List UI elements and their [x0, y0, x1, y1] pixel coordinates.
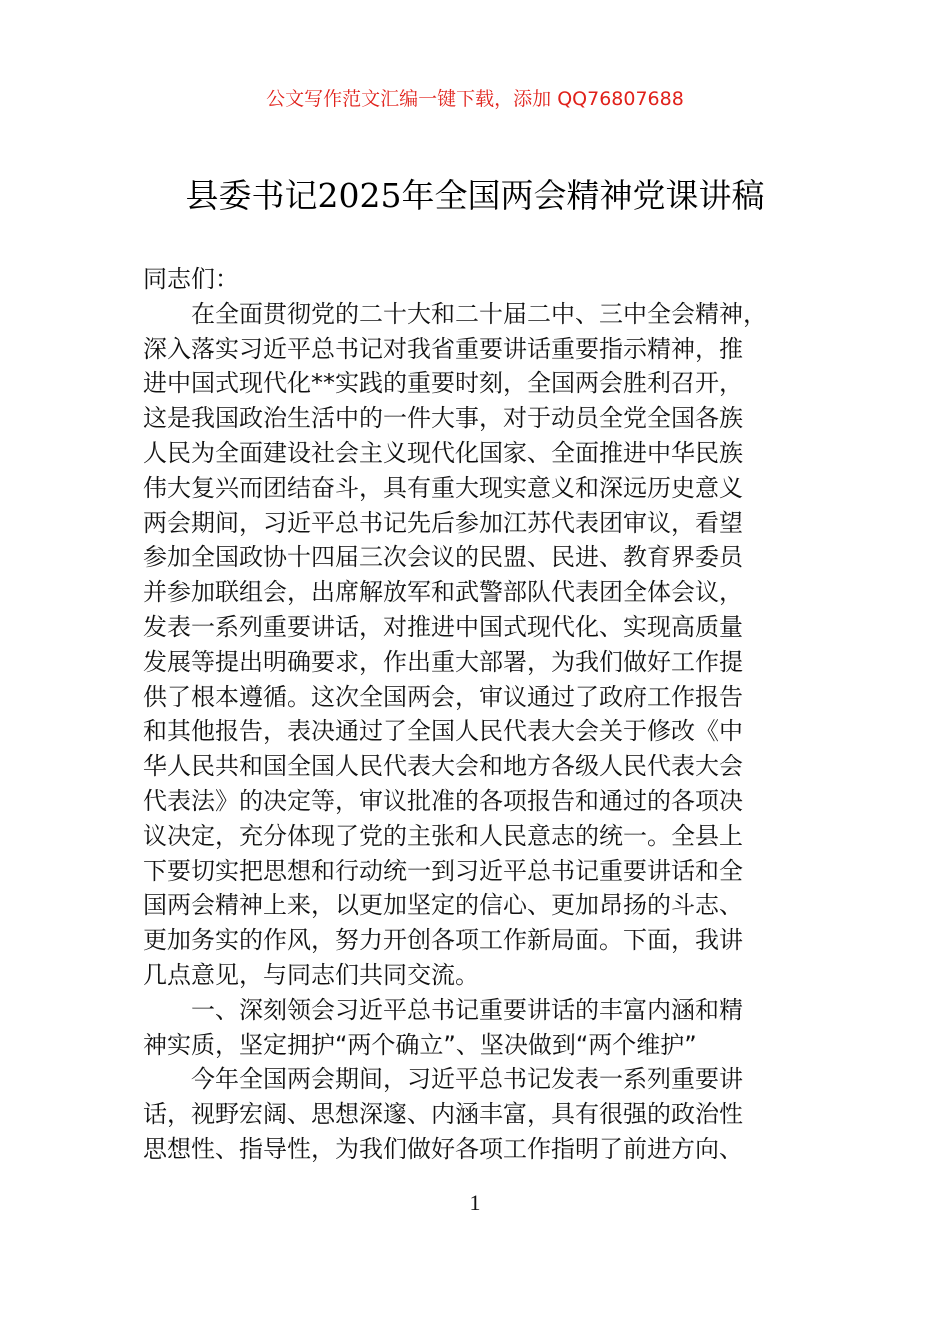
text-line: 几点意见，与同志们共同交流。 — [143, 960, 479, 989]
text-line: 人民为全面建设社会主义现代化国家、全面推进中华民族 — [143, 438, 743, 467]
section-heading-line: 一、深刻领会习近平总书记重要讲话的丰富内涵和精 — [143, 995, 743, 1024]
text-line: 发表一系列重要讲话，对推进中国式现代化、实现高质量 — [143, 612, 743, 641]
document-body — [143, 262, 823, 1167]
text-line: 话，视野宏阔、思想深邃、内涵丰富，具有很强的政治性 — [143, 1100, 743, 1129]
text-line: 发展等提出明确要求，作出重大部署，为我们做好工作提 — [143, 647, 743, 676]
download-banner: 公文写作范文汇编一键下载，添加 QQ76807688 — [266, 88, 684, 110]
page-number: 1 — [469, 1190, 481, 1215]
text-line: 供了根本遵循。这次全国两会，审议通过了政府工作报告 — [143, 682, 743, 711]
text-line: 在全面贯彻党的二十大和二十届二中、三中全会精神， — [143, 299, 767, 328]
text-line: 和其他报告，表决通过了全国人民代表大会关于修改《中 — [143, 717, 743, 746]
text-line: 两会期间，习近平总书记先后参加江苏代表团审议，看望 — [143, 508, 743, 537]
text-line: 参加全国政协十四届三次会议的民盟、民进、教育界委员 — [143, 543, 743, 572]
text-line: 更加务实的作风，努力开创各项工作新局面。下面，我讲 — [143, 926, 743, 955]
section-heading-line: 神实质，坚定拥护“两个确立”、坚决做到“两个维护” — [143, 1030, 697, 1059]
text-line: 并参加联组会，出席解放军和武警部队代表团全体会议， — [143, 578, 743, 607]
text-line: 这是我国政治生活中的一件大事，对于动员全党全国各族 — [143, 404, 743, 433]
document-title: 县委书记2025年全国两会精神党课讲稿 — [185, 176, 765, 215]
text-line: 国两会精神上来，以更加坚定的信心、更加昂扬的斗志、 — [143, 891, 743, 920]
text-line: 华人民共和国全国人民代表大会和地方各级人民代表大会 — [143, 752, 743, 781]
text-line: 今年全国两会期间，习近平总书记发表一系列重要讲 — [143, 1065, 743, 1094]
text-line: 同志们： — [143, 265, 239, 293]
text-line: 深入落实习近平总书记对我省重要讲话重要指示精神，推 — [143, 334, 743, 363]
text-line: 进中国式现代化**实践的重要时刻，全国两会胜利召开， — [143, 369, 743, 398]
text-line: 思想性、指导性，为我们做好各项工作指明了前进方向、 — [143, 1134, 743, 1163]
text-line: 下要切实把思想和行动统一到习近平总书记重要讲话和全 — [143, 856, 743, 885]
text-line: 议决定，充分体现了党的主张和人民意志的统一。全县上 — [143, 821, 743, 850]
text-line: 代表法》的决定等，审议批准的各项报告和通过的各项决 — [143, 786, 743, 815]
text-line: 伟大复兴而团结奋斗，具有重大现实意义和深远历史意义 — [143, 473, 743, 502]
